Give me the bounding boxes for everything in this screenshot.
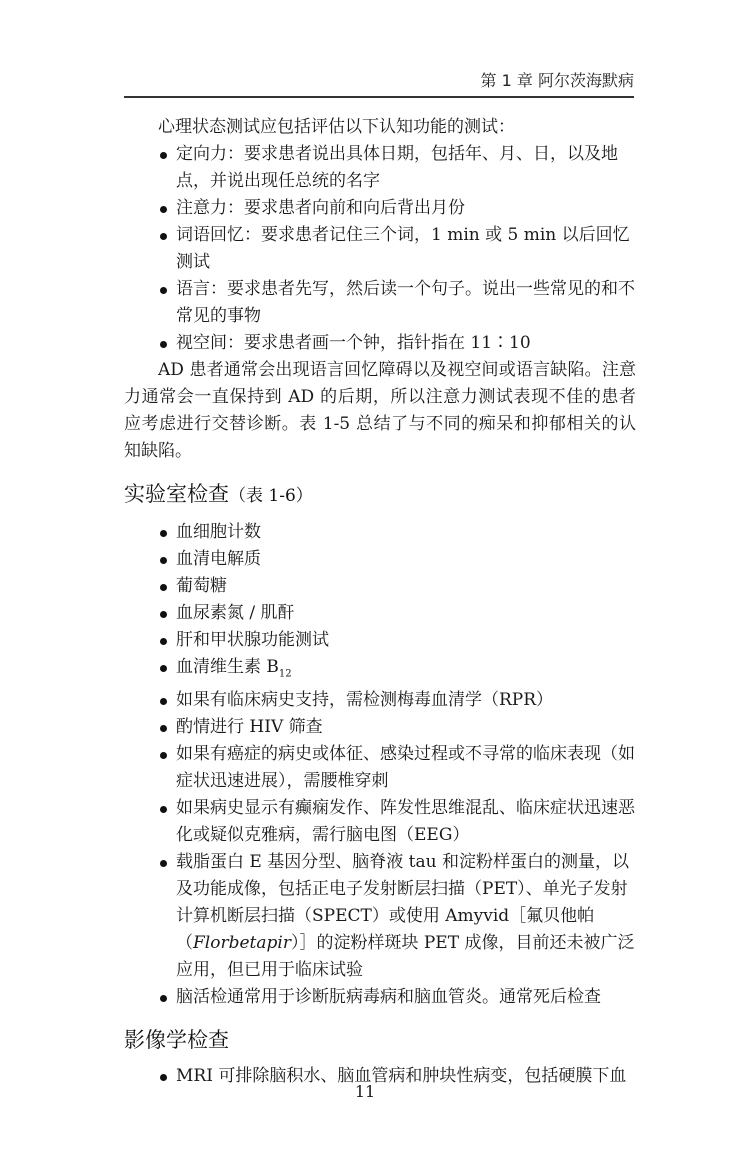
bullet-icon — [160, 206, 167, 213]
list-item: 视空间：要求患者画一个钟，指针指在 11∶10 — [124, 330, 636, 357]
bullet-icon — [160, 665, 167, 672]
bullet-icon — [160, 1074, 167, 1081]
list-item: 如果病史显示有癫痫发作、阵发性思维混乱、临床症状迅速恶化或疑似克雅病，需行脑电图（EEG） — [124, 795, 636, 849]
header-rule — [124, 96, 634, 98]
section-heading-lab: 实验室检查（表 1-6） — [124, 482, 313, 506]
list-item: 葡萄糖 — [124, 573, 636, 600]
list-item: 如果有癌症的病史或体征、感染过程或不寻常的临床表现（如症状迅速进展），需腰椎穿刺 — [124, 741, 636, 795]
list-item: 血尿素氮 / 肌酐 — [124, 600, 636, 627]
bullet-icon — [160, 233, 167, 240]
list-item: 酌情进行 HIV 筛查 — [124, 714, 636, 741]
list-item: 肝和甲状腺功能测试 — [124, 627, 636, 654]
list-item: 注意力：要求患者向前和向后背出月份 — [124, 195, 636, 222]
bullet-icon — [160, 287, 167, 294]
list-item: 定向力：要求患者说出具体日期，包括年、月、日，以及地点，并说出现任总统的名字 — [124, 141, 636, 195]
list-item: 语言：要求患者先写，然后读一个句子。说出一些常见的和不常见的事物 — [124, 276, 636, 330]
lab-test-list — [124, 519, 636, 1011]
body-paragraph: AD 患者通常会出现语言回忆障碍以及视空间或语言缺陷。注意力通常会一直保持到 AD 的后期，所以注意力测试表现不佳的患者应考虑进行交替诊断。表 1-5 总结了与不同的痴呆和抑郁相关的认知缺陷。 — [124, 360, 636, 461]
bullet-icon — [160, 152, 167, 159]
bullet-icon — [160, 611, 167, 618]
list-item: 载脂蛋白 E 基因分型、脑脊液 tau 和淀粉样蛋白的测量，以及功能成像，包括正电子发射断层扫描（PET）、单光子发射计算机断层扫描（SPECT）或使用 Amyvid［氟贝他帕（Florbetapir）］的淀粉样斑块 PET 成像，目前还未被广泛应用，但已用于临床试验 — [124, 849, 636, 984]
list-item: 血清电解质 — [124, 546, 636, 573]
bullet-icon — [160, 584, 167, 591]
bullet-icon — [160, 995, 167, 1002]
cognitive-test-list — [124, 141, 636, 357]
intro-text: 心理状态测试应包括评估以下认知功能的测试： — [158, 117, 515, 137]
bullet-icon — [160, 557, 167, 564]
list-item: MRI 可排除脑积水、脑血管病和肿块性病变，包括硬膜下血 — [124, 1063, 636, 1090]
bullet-icon — [160, 530, 167, 537]
list-item: 如果有临床病史支持，需检测梅毒血清学（RPR） — [124, 687, 636, 714]
list-item: 血清维生素 $B_{12}$ — [124, 654, 636, 687]
list-item: 脑活检通常用于诊断朊病毒病和脑血管炎。通常死后检查 — [124, 984, 636, 1011]
bullet-icon — [160, 725, 167, 732]
bullet-icon — [160, 638, 167, 645]
page-content — [124, 114, 636, 1090]
page-number: 11 — [354, 1082, 376, 1101]
bullet-icon — [160, 698, 167, 705]
list-item: 血细胞计数 — [124, 519, 636, 546]
bullet-icon — [160, 860, 167, 867]
bullet-icon — [160, 341, 167, 348]
bullet-icon — [160, 752, 167, 759]
running-header: 第 1 章 阿尔茨海默病 — [480, 71, 634, 90]
list-item: 词语回忆：要求患者记住三个词，1 min 或 5 min 以后回忆测试 — [124, 222, 636, 276]
section-heading-imaging: 影像学检查 — [124, 1028, 229, 1053]
bullet-icon — [160, 806, 167, 813]
